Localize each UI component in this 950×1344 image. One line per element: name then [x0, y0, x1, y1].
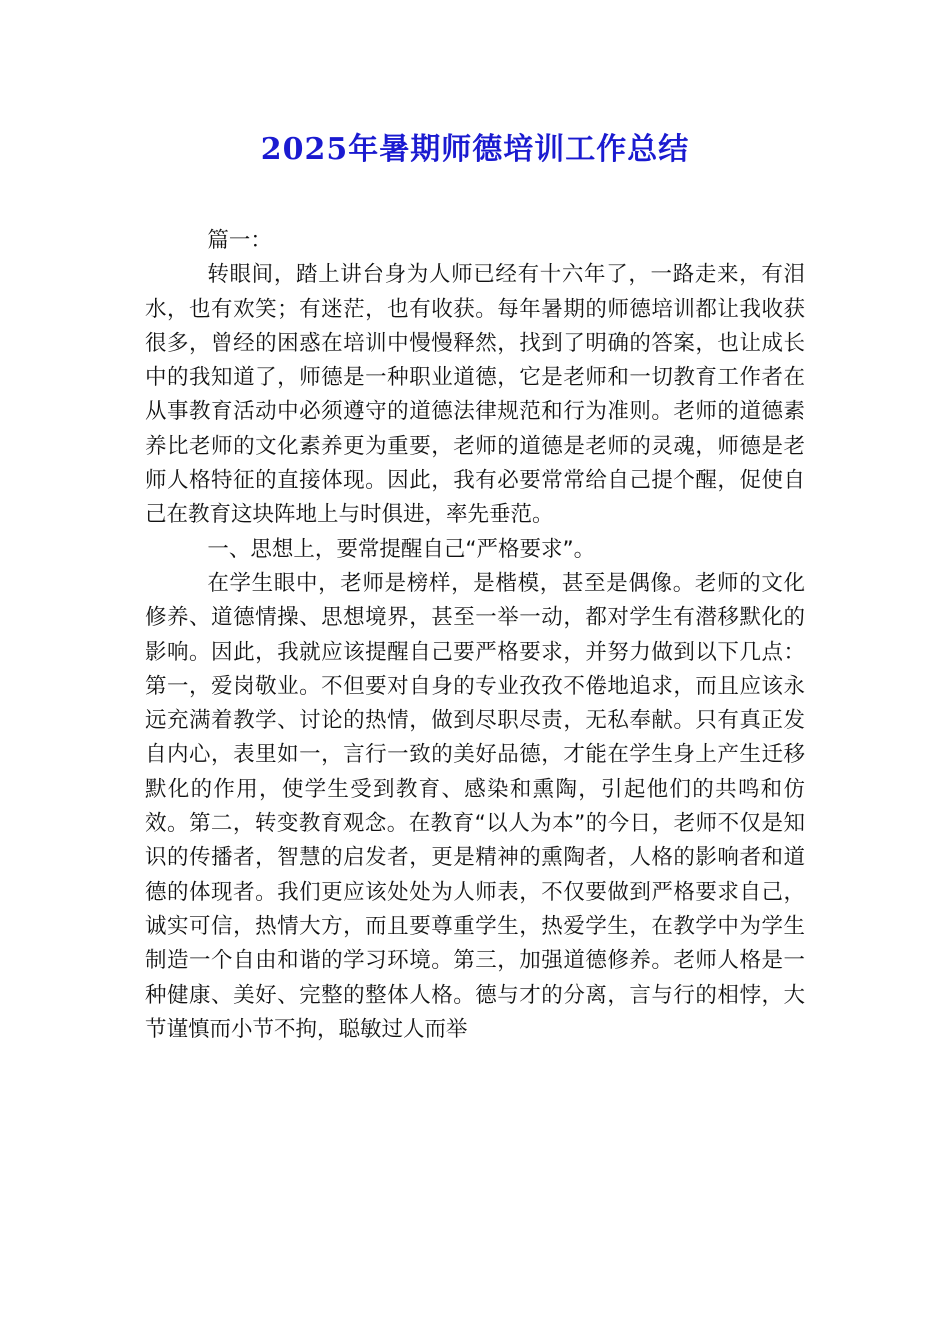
document-body [145, 224, 805, 1047]
paragraph-teacher-role-model: 在学生眼中，老师是榜样，是楷模，甚至是偶像。老师的文化修养、道德情操、思想境界，甚至一举一动，都对学生有潜移默化的影响。因此，我就应该提醒自己要严格要求，并努力做到以下几点：第一，爱岗敬业。不但要对自身的专业孜孜不倦地追求，而且应该永远充满着教学、讨论的热情，做到尽职尽责，无私奉献。只有真正发自内心，表里如一，言行一致的美好品德，才能在学生身上产生迁移默化的作用，使学生受到教育、感染和熏陶，引起他们的共鸣和仿效。第二，转变教育观念。在教育“以人为本”的今日，老师不仅是知识的传播者，智慧的启发者，更是精神的熏陶者，人格的影响者和道德的体现者。我们更应该处处为人师表，不仅要做到严格要求自己，诚实可信，热情大方，而且要尊重学生，热爱学生，在教学中为学生制造一个自由和谐的学习环境。第三，加强道德修养。老师人格是一种健康、美好、完整的整体人格。德与才的分离，言与行的相悖，大节谨慎而小节不拘，聪敏过人而举 [145, 570, 805, 1042]
section-heading-strict-requirements: 一、思想上，要常提醒自己“严格要求”。 [207, 536, 596, 562]
document-title: 2025年暑期师德培训工作总结 [260, 132, 690, 167]
paragraph-intro: 转眼间，踏上讲台身为人师已经有十六年了，一路走来，有泪水，也有欢笑；有迷茫，也有收获。每年暑期的师德培训都让我收获很多，曾经的困惑在培训中慢慢释然，找到了明确的答案，也让成长中的我知道了，师德是一种职业道德，它是老师和一切教育工作者在从事教育活动中必须遵守的道德法律规范和行为准则。老师的道德素养比老师的文化素养更为重要，老师的道德是老师的灵魂，师德是老师人格特征的直接体现。因此，我有必要常常给自己提个醒，促使自己在教育这块阵地上与时俱进，率先垂范。 [145, 262, 805, 528]
section-heading-part-one: 篇一： [207, 228, 272, 253]
